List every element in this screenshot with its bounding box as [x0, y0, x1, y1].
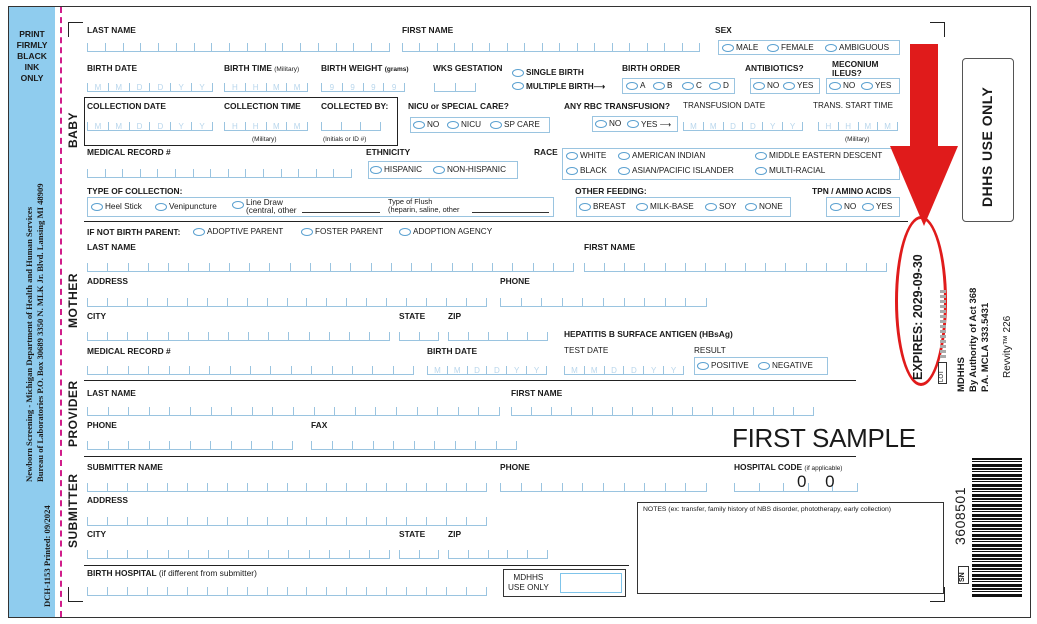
- rbc-label: ANY RBC TRANSFUSION?: [564, 101, 670, 111]
- trans-start-label: TRANS. START TIME: [813, 101, 893, 110]
- mother-first-name-field[interactable]: [584, 260, 887, 272]
- submitter-phone-label: PHONE: [500, 462, 530, 472]
- lot-label: LOT: [939, 370, 945, 382]
- corner-mark: [68, 22, 83, 37]
- initials-hint: (Initials or ID #): [323, 136, 367, 143]
- mother-zip-label: ZIP: [448, 311, 462, 321]
- print-note: PRINT FIRMLY BLACK INK ONLY: [16, 29, 48, 83]
- provider-fax-label: FAX: [311, 420, 328, 430]
- adoption-agency[interactable]: ADOPTION AGENCY: [399, 227, 492, 236]
- nicu-label: NICU or SPECIAL CARE?: [408, 101, 509, 111]
- birth-date-field[interactable]: M M D D Y Y: [87, 80, 213, 92]
- baby-first-name-field[interactable]: [402, 40, 700, 52]
- divider: [84, 565, 629, 566]
- submitter-address-field[interactable]: [87, 514, 487, 526]
- flush: Type of Flush (heparin, saline, other: [388, 197, 460, 214]
- ethnicity-label: ETHNICITY: [366, 147, 411, 157]
- divider: [84, 221, 908, 222]
- revvity-label: Revvity™ 226: [1002, 315, 1013, 378]
- transfusion-date-label: TRANSFUSION DATE: [683, 101, 766, 110]
- provider-fax-field[interactable]: [311, 438, 517, 450]
- hospital-code-label: HOSPITAL CODE (if applicable): [734, 462, 843, 472]
- divider: [84, 456, 856, 457]
- provider-last-name-field[interactable]: [87, 404, 500, 416]
- wks-gestation-field[interactable]: [434, 80, 476, 92]
- dhhs-use-only-box: [962, 58, 1014, 222]
- race-black[interactable]: BLACK: [566, 166, 607, 175]
- birth-time-label: BIRTH TIME (Military): [224, 63, 300, 73]
- mother-last-name-field[interactable]: [87, 260, 574, 272]
- ethnicity-non-hispanic[interactable]: NON-HISPANIC: [433, 165, 506, 174]
- nicu-sp-care[interactable]: SP CARE: [490, 120, 540, 129]
- venipuncture[interactable]: Venipuncture: [155, 202, 217, 211]
- tpn-label: TPN / AMINO ACIDS: [812, 186, 892, 196]
- mdhhs-use-box: [503, 569, 626, 597]
- corner-mark: [930, 22, 945, 37]
- wks-gestation-label: WKS GESTATION: [433, 63, 503, 73]
- submitter-zip-field[interactable]: [448, 547, 548, 559]
- baby-last-name-label: LAST NAME: [87, 25, 136, 35]
- collection-date-field[interactable]: M M D D Y Y: [87, 119, 213, 131]
- test-date-field[interactable]: M M D D Y Y: [564, 363, 684, 375]
- tpn-no[interactable]: NO: [830, 202, 856, 211]
- birth-order-c[interactable]: C: [682, 81, 702, 90]
- race-middle-eastern[interactable]: MIDDLE EASTERN DESCENT: [755, 151, 882, 160]
- nicu-no[interactable]: NO: [413, 120, 439, 129]
- medical-record-label: MEDICAL RECORD #: [87, 147, 171, 157]
- mother-last-name-label: LAST NAME: [87, 242, 136, 252]
- hbsag-label: HEPATITIS B SURFACE ANTIGEN (HBsAg): [564, 329, 733, 339]
- section-mother: MOTHER: [66, 273, 80, 328]
- race-white[interactable]: WHITE: [566, 151, 606, 160]
- result-positive[interactable]: POSITIVE: [697, 361, 749, 370]
- section-submitter: SUBMITTER: [66, 473, 80, 548]
- pa-label: P.A. MCLA 333.5431: [980, 302, 991, 392]
- mother-medical-record-label: MEDICAL RECORD #: [87, 346, 171, 356]
- collection-date-label: COLLECTION DATE: [87, 101, 166, 111]
- result-negative[interactable]: NEGATIVE: [758, 361, 813, 370]
- heel-stick[interactable]: Heel Stick: [91, 202, 142, 211]
- multiple-birth[interactable]: MULTIPLE BIRTH⟶: [512, 81, 605, 91]
- birth-order-label: BIRTH ORDER: [622, 63, 681, 73]
- first-sample-label: FIRST SAMPLE: [732, 423, 916, 453]
- mother-zip-field[interactable]: [448, 329, 548, 341]
- mother-state-label: STATE: [399, 311, 426, 321]
- collection-time-field[interactable]: H H M M: [224, 119, 308, 131]
- single-birth[interactable]: SINGLE BIRTH: [512, 68, 584, 77]
- feeding-milk-base[interactable]: MILK-BASE: [636, 202, 694, 211]
- submitter-zip-label: ZIP: [448, 529, 462, 539]
- tpn-yes[interactable]: YES: [862, 202, 892, 211]
- birth-order-d[interactable]: D: [709, 81, 729, 90]
- mother-phone-label: PHONE: [500, 276, 530, 286]
- expires-label: EXPIRES: 2029-09-30: [911, 254, 925, 380]
- sex-female[interactable]: FEMALE: [767, 43, 814, 52]
- ethnicity-hispanic[interactable]: HISPANIC: [370, 165, 422, 174]
- birth-weight-field[interactable]: 9 9 9 9: [321, 80, 405, 92]
- baby-last-name-field[interactable]: [87, 40, 390, 52]
- provider-last-name-label: LAST NAME: [87, 388, 136, 398]
- corner-mark: [68, 587, 83, 602]
- other-feeding-label: OTHER FEEDING:: [575, 186, 647, 196]
- test-date-label: TEST DATE: [564, 346, 609, 355]
- baby-first-name-label: FIRST NAME: [402, 25, 454, 35]
- military-hint: (Military): [845, 136, 870, 143]
- sex-ambiguous[interactable]: AMBIGUOUS: [825, 43, 889, 52]
- dept-line2: Bureau of Laboratories P.O. Box 30689 3350 N. MLK Jr. Blvd. Lansing MI 48909: [35, 183, 45, 482]
- mother-state-field[interactable]: [399, 329, 439, 341]
- feeding-soy[interactable]: SOY: [705, 202, 736, 211]
- race-asian[interactable]: ASIAN/PACIFIC ISLANDER: [618, 166, 734, 175]
- race-label: RACE: [534, 147, 558, 157]
- dhhs-use-only-label: DHHS USE ONLY: [979, 86, 995, 207]
- sex-male[interactable]: MALE: [722, 43, 758, 52]
- divider: [84, 380, 856, 381]
- transfusion-date-field[interactable]: M M D D Y Y: [683, 119, 803, 131]
- nicu-nicu[interactable]: NICU: [447, 120, 481, 129]
- line-draw[interactable]: Line Draw (central, other: [232, 199, 297, 215]
- birth-order-a[interactable]: A: [626, 81, 645, 90]
- flush-underline[interactable]: [472, 212, 549, 213]
- birth-order-b[interactable]: B: [653, 81, 672, 90]
- antibiotics-label: ANTIBIOTICS?: [745, 63, 804, 73]
- meconium-label: MECONIUM ILEUS?: [832, 59, 879, 78]
- antibiotics-yes[interactable]: YES: [783, 81, 813, 90]
- sidebar: [9, 7, 55, 617]
- meconium-yes[interactable]: YES: [861, 81, 891, 90]
- submitter-address-label: ADDRESS: [87, 495, 128, 505]
- red-arrow-icon: [888, 40, 958, 230]
- collected-by-field[interactable]: [321, 119, 381, 131]
- mother-birth-date-label: BIRTH DATE: [427, 346, 478, 356]
- birth-hospital-label: BIRTH HOSPITAL (if different from submitter): [87, 568, 257, 578]
- race-american-indian[interactable]: AMERICAN INDIAN: [618, 151, 705, 160]
- feeding-breast[interactable]: BREAST: [579, 202, 626, 211]
- not-birth-parent-label: IF NOT BIRTH PARENT:: [87, 227, 181, 237]
- notes-label: NOTES (ex: transfer, family history of NBS disorder, phototherapy, early collection): [643, 506, 892, 513]
- collection-time-label: COLLECTION TIME: [224, 101, 301, 111]
- mdhhs-use-field[interactable]: [560, 573, 622, 593]
- rbc-no[interactable]: NO: [595, 119, 621, 128]
- tear-line: [60, 7, 62, 617]
- mother-city-label: CITY: [87, 311, 107, 321]
- result-label: RESULT: [694, 346, 726, 355]
- submitter-phone-field[interactable]: [500, 480, 707, 492]
- birth-hospital-field[interactable]: [87, 584, 487, 596]
- notes-box[interactable]: [637, 502, 944, 594]
- provider-phone-field[interactable]: [87, 438, 293, 450]
- line-draw-underline[interactable]: [302, 212, 380, 213]
- submitter-name-field[interactable]: [87, 480, 487, 492]
- provider-first-name-label: FIRST NAME: [511, 388, 563, 398]
- sex-label: SEX: [715, 25, 732, 35]
- lot-number-faded: [940, 290, 946, 360]
- mother-phone-field[interactable]: [500, 295, 707, 307]
- birth-date-label: BIRTH DATE: [87, 63, 138, 73]
- submitter-city-label: CITY: [87, 529, 107, 539]
- birth-weight-label: BIRTH WEIGHT (grams): [321, 63, 409, 73]
- dept-line1: Newborn Screening - Michigan Department of Health and Human Services: [24, 206, 34, 482]
- authority-label: By Authority of Act 368: [968, 287, 979, 392]
- mother-medical-record-field[interactable]: [87, 363, 414, 375]
- section-baby: BABY: [66, 111, 80, 148]
- antibiotics-no[interactable]: NO: [753, 81, 779, 90]
- submitter-name-label: SUBMITTER NAME: [87, 462, 163, 472]
- military-hint: (Military): [252, 136, 277, 143]
- adoptive-parent[interactable]: ADOPTIVE PARENT: [193, 227, 283, 236]
- medical-record-field[interactable]: [87, 166, 352, 178]
- collected-by-label: COLLECTED BY:: [321, 101, 389, 111]
- barcode-number: 3608501: [952, 486, 968, 545]
- hospital-code-value: 0 0: [797, 472, 842, 491]
- mdhhs-label: MDHHS: [956, 357, 967, 392]
- mother-address-label: ADDRESS: [87, 276, 128, 286]
- sn-label: SN: [959, 572, 966, 582]
- provider-phone-label: PHONE: [87, 420, 117, 430]
- meconium-no[interactable]: NO: [829, 81, 855, 90]
- feeding-none[interactable]: NONE: [745, 202, 783, 211]
- race-multi-racial[interactable]: MULTI-RACIAL: [755, 166, 825, 175]
- rbc-yes[interactable]: YES ⟶: [627, 119, 671, 129]
- form-id: DCH-1153 Printed: 09/2024: [42, 505, 52, 607]
- trans-start-field[interactable]: H H M M: [818, 119, 898, 131]
- submitter-city-field[interactable]: [87, 547, 390, 559]
- mother-city-field[interactable]: [87, 329, 390, 341]
- mother-first-name-label: FIRST NAME: [584, 242, 636, 252]
- submitter-state-field[interactable]: [399, 547, 439, 559]
- mother-birth-date-field[interactable]: M M D D Y Y: [427, 363, 547, 375]
- barcode-icon: [972, 458, 1022, 598]
- section-provider: PROVIDER: [66, 380, 80, 447]
- type-of-collection-label: TYPE OF COLLECTION:: [87, 186, 183, 196]
- provider-first-name-field[interactable]: [511, 404, 814, 416]
- mdhhs-use-label: MDHHS USE ONLY: [508, 573, 549, 592]
- submitter-state-label: STATE: [399, 529, 426, 539]
- birth-time-field[interactable]: H H M M: [224, 80, 308, 92]
- mother-address-field[interactable]: [87, 295, 487, 307]
- foster-parent[interactable]: FOSTER PARENT: [301, 227, 383, 236]
